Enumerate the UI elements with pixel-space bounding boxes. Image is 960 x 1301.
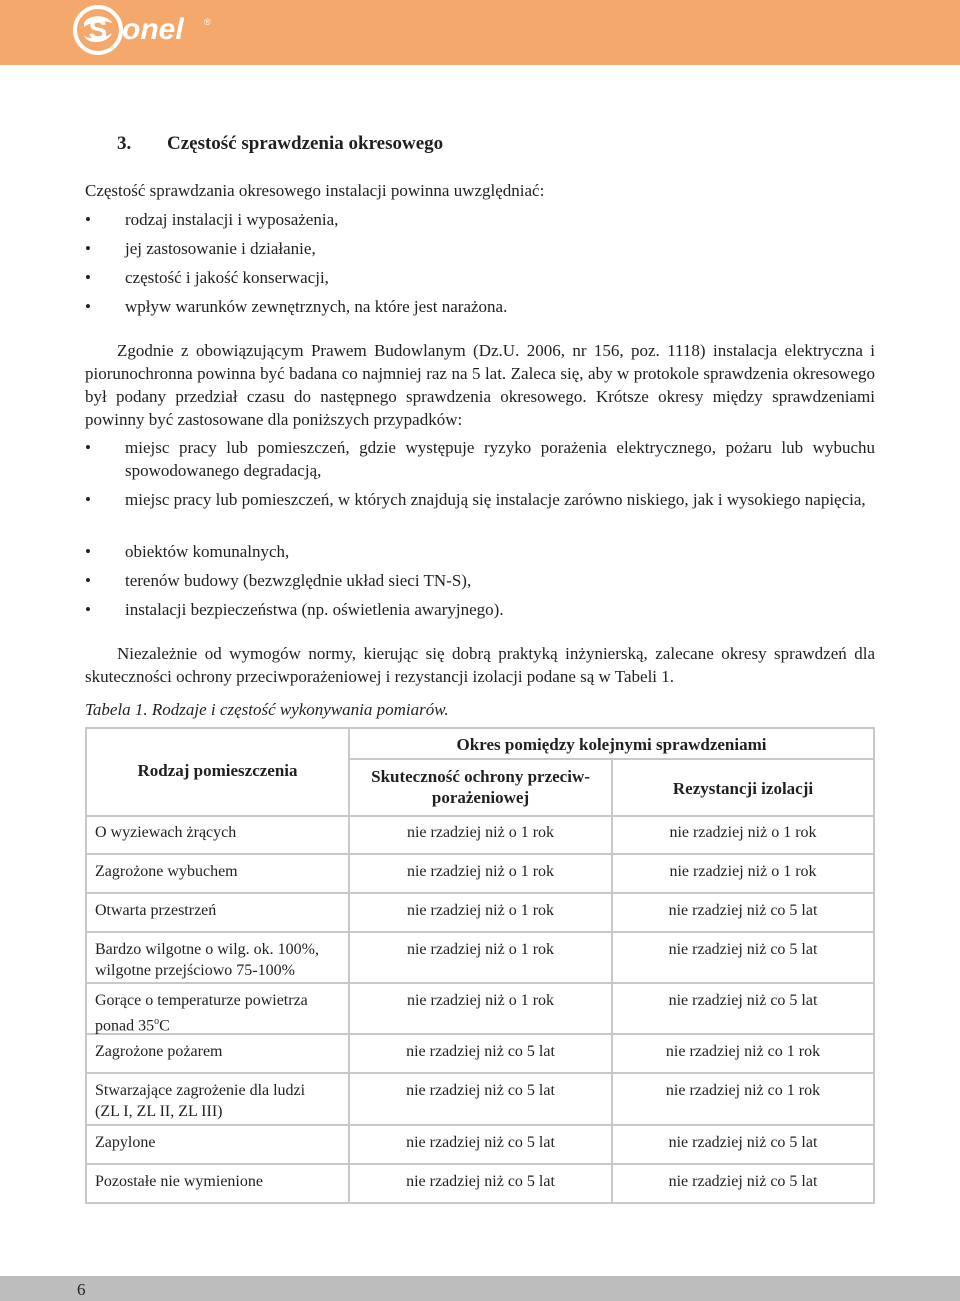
intro-text: Częstość sprawdzania okresowego instalacji powinna uwzględniać:	[85, 181, 545, 200]
cell-insulation: nie rzadziej niż co 5 lat	[668, 941, 818, 958]
cell-room: Zapylone	[95, 1134, 156, 1151]
measurement-table	[85, 727, 875, 1204]
bullet-icon: •	[85, 542, 91, 561]
recommendation-paragraph: Niezależnie od wymogów normy, kierując się dobrą praktyką inżynierską, zalecane okresy sprawdzeń dla skuteczności ochrony przeciwporażeniowej i rezystancji izolacji podane są w Tabeli 1.	[85, 644, 875, 686]
cell-protection: nie rzadziej niż co 5 lat	[406, 1082, 555, 1099]
cell-room: Zagrożone pożarem	[95, 1043, 223, 1060]
bullet-icon: •	[85, 297, 91, 316]
header-check-interval: Okres pomiędzy kolejnymi sprawdzeniami	[456, 735, 767, 754]
section-number: 3.	[117, 133, 132, 154]
svg-text:®: ®	[204, 17, 211, 27]
cell-room: Pozostałe nie wymienione	[95, 1173, 263, 1190]
cell-protection: nie rzadziej niż o 1 rok	[406, 863, 555, 880]
page-number: 6	[77, 1280, 86, 1299]
regulation-paragraph: Zgodnie z obowiązującym Prawem Budowlanym (Dz.U. 2006, nr 156, poz. 1118) instalacja elektryczna i piorunochronna powinna być badana co najmniej raz na 5 lat. Zaleca się, aby w protokole sprawdzenia okresowego był podany przedział czasu do następnego sprawdzenia okresowego. Krótsze okresy między sprawdzeniami powinny być zastosowane dla poniższych przypadków:	[85, 341, 875, 429]
cell-room: Otwarta przestrzeń	[95, 902, 217, 919]
bullet-icon: •	[85, 438, 91, 457]
bullet-icon: •	[85, 239, 91, 258]
sonel-logo	[70, 3, 220, 59]
section-title: Częstość sprawdzenia okresowego	[167, 133, 444, 154]
cell-room: Bardzo wilgotne o wilg. ok. 100%, wilgotne przejściowo 75-100%	[95, 941, 319, 979]
cell-room: Zagrożone wybuchem	[95, 863, 238, 880]
cell-protection: nie rzadziej niż co 5 lat	[406, 1134, 555, 1151]
cell-protection: nie rzadziej niż co 5 lat	[406, 1043, 555, 1060]
cell-insulation: nie rzadziej niż co 5 lat	[668, 902, 818, 919]
cell-insulation: nie rzadziej niż co 1 rok	[665, 1082, 821, 1099]
table-caption: Tabela 1. Rodzaje i częstość wykonywania pomiarów.	[85, 700, 449, 719]
cell-protection: nie rzadziej niż o 1 rok	[406, 992, 555, 1009]
cell-protection: nie rzadziej niż o 1 rok	[406, 902, 555, 919]
header-room-type: Rodzaj pomieszczenia	[137, 761, 298, 780]
cell-insulation: nie rzadziej niż co 5 lat	[668, 1134, 818, 1151]
cell-insulation: nie rzadziej niż co 5 lat	[668, 992, 818, 1009]
cell-room: O wyziewach żrących	[95, 824, 237, 841]
section-heading	[117, 133, 443, 155]
cell-insulation: nie rzadziej niż o 1 rok	[669, 863, 817, 880]
svg-text:onel: onel	[122, 13, 184, 46]
cell-insulation: nie rzadziej niż co 1 rok	[665, 1043, 821, 1060]
bullet-icon: •	[85, 210, 91, 229]
bullet-icon: •	[85, 268, 91, 287]
cell-insulation: nie rzadziej niż o 1 rok	[669, 824, 817, 841]
page-footer	[0, 1276, 960, 1301]
cell-insulation: nie rzadziej niż co 5 lat	[668, 1173, 818, 1190]
bullet-icon: •	[85, 600, 91, 619]
cell-protection: nie rzadziej niż co 5 lat	[406, 1173, 555, 1190]
header-shock-protection: Skuteczność ochrony przeciw-porażeniowej	[371, 767, 590, 807]
cell-room: Gorące o temperaturze powietrza ponad 35$^o$C	[95, 992, 308, 1035]
page-header	[0, 0, 960, 65]
cell-protection: nie rzadziej niż o 1 rok	[406, 941, 555, 958]
cell-room: Stwarzające zagrożenie dla ludzi (ZL I, ZL II, ZL III)	[95, 1082, 306, 1120]
svg-text:S: S	[88, 14, 108, 45]
header-insulation-resistance: Rezystancji izolacji	[672, 779, 814, 798]
cell-protection: nie rzadziej niż o 1 rok	[406, 824, 555, 841]
bullet-icon: •	[85, 490, 91, 509]
bullet-icon: •	[85, 571, 91, 590]
